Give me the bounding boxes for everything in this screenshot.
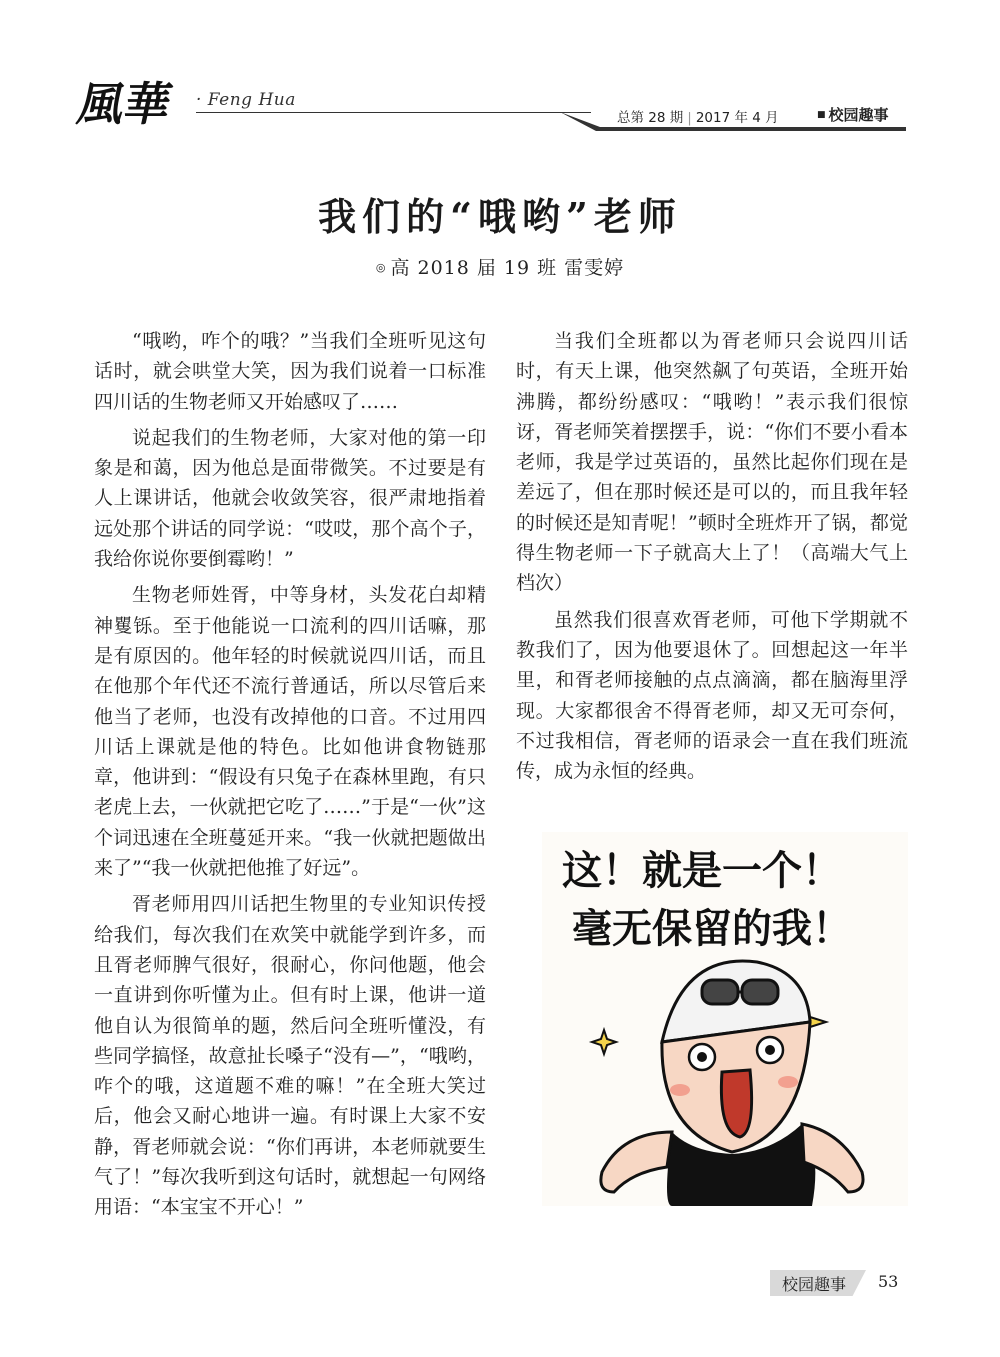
- section-tag: [817, 104, 889, 125]
- article-title: 我们的“哦哟”老师: [318, 194, 682, 239]
- header-rule-wedge: [560, 112, 600, 131]
- issue-info: [617, 106, 779, 126]
- section-tag-label: 校园趣事: [828, 106, 889, 124]
- svg-text:風華: 風華: [73, 76, 177, 131]
- page-header: [0, 0, 1000, 140]
- paragraph: 当我们全班都以为胥老师只会说四川话时，有天上课，他突然飙了句英语，全班开始沸腾，都纷纷感叹：“哦哟！”表示我们很惊讶，胥老师笑着摆摆手，说：“你们不要小看本老师，我是学过英语的，虽然比起你们现在是差远了，但在那时候还是可以的，而且我年轻的时候还是知青呢！”顿时全班炸开了锅，都觉得生物老师一下子就高大上了！（高端大气上档次）: [516, 330, 908, 595]
- paragraph: 虽然我们很喜欢胥老师，可他下学期就不教我们了，因为他要退休了。回想起这一年半里，和胥老师接触的点点滴滴，都在脑海里浮现。大家都很舍不得胥老师，却又无可奈何，不过我相信，胥老师的语录会一直在我们班流传，成为永恒的经典。: [516, 608, 908, 783]
- cheek-blush: [670, 1084, 690, 1096]
- page-number: 53: [878, 1272, 899, 1291]
- header-rule: [196, 112, 591, 113]
- right-column: [516, 326, 908, 792]
- fenghua-logo: [73, 70, 192, 136]
- issue-separator: |: [687, 110, 692, 126]
- byline-author: 高 2018 届 19 班 雷雯婷: [390, 257, 625, 279]
- page-footer: [770, 1270, 910, 1296]
- paragraph: 胥老师用四川话把生物里的专业知识传授给我们，每次我们在欢笑中就能学到许多，而且胥老师脾气很好，很耐心，你问他题，他会一直讲到你听懂为止。但有时上课，他讲一道他自认为很简单的题，然后问全班听懂没，有些同学搞怪，故意扯长嗓子“没有—”，“哦哟，咋个的哦，这道题不难的嘛！”在全班大笑过后，他会又耐心地讲一遍。有时课上大家不安静，胥老师就会说：“你们再讲，本老师就要生气了！”每次我听到这句话时，就想起一句网络用语：“本宝宝不开心！”: [94, 893, 486, 1219]
- header-rule-thick: [596, 127, 906, 131]
- left-column: [94, 326, 486, 1229]
- issue-number: 总第 28 期: [617, 110, 684, 126]
- paragraph: 生物老师姓胥，中等身材，头发花白却精神矍铄。至于他能说一口流利的四川话嘛，那是有原因的。他年轻的时候就说四川话，而且在他那个年代还不流行普通话，所以尽管后来他当了老师，也没有改掉他的口音。不过用四川话上课就是他的特色。比如他讲食物链那章，他讲到：“假设有只兔子在森林里跑，有只老虎上去，一伙就把它吃了……”于是“一伙”这个词迅速在全班蔓延开来。“我一伙就把题做出来了”“我一伙就把他推了好远”。: [94, 584, 486, 880]
- illustration-caption-line1: 这！就是一个！: [562, 848, 842, 894]
- square-bullet-icon: ■: [817, 110, 826, 120]
- cheek-blush: [778, 1076, 798, 1088]
- issue-date: 2017 年 4 月: [695, 110, 779, 126]
- logo-latin-text: · Feng Hua: [196, 90, 296, 110]
- paragraph: “哦哟，咋个的哦？”当我们全班听见这句话时，就会哄堂大笑，因为我们说着一口标准四川话的生物老师又开始感叹了……: [94, 330, 486, 413]
- byline-circle-icon: ◎: [375, 261, 387, 274]
- paragraph: 说起我们的生物老师，大家对他的第一印象是和蔼，因为他总是面带微笑。不过要是有人上课讲话，他就会收敛笑容，很严肃地指着远处那个讲话的同学说：“哎哎，那个高个子，我给你说你要倒霉哟！”: [94, 426, 486, 571]
- cartoon-illustration: [542, 832, 908, 1206]
- illustration-caption-line2: 毫无保留的我！: [572, 906, 852, 952]
- footer-section: 校园趣事: [782, 1275, 847, 1294]
- article-byline: [0, 253, 1000, 280]
